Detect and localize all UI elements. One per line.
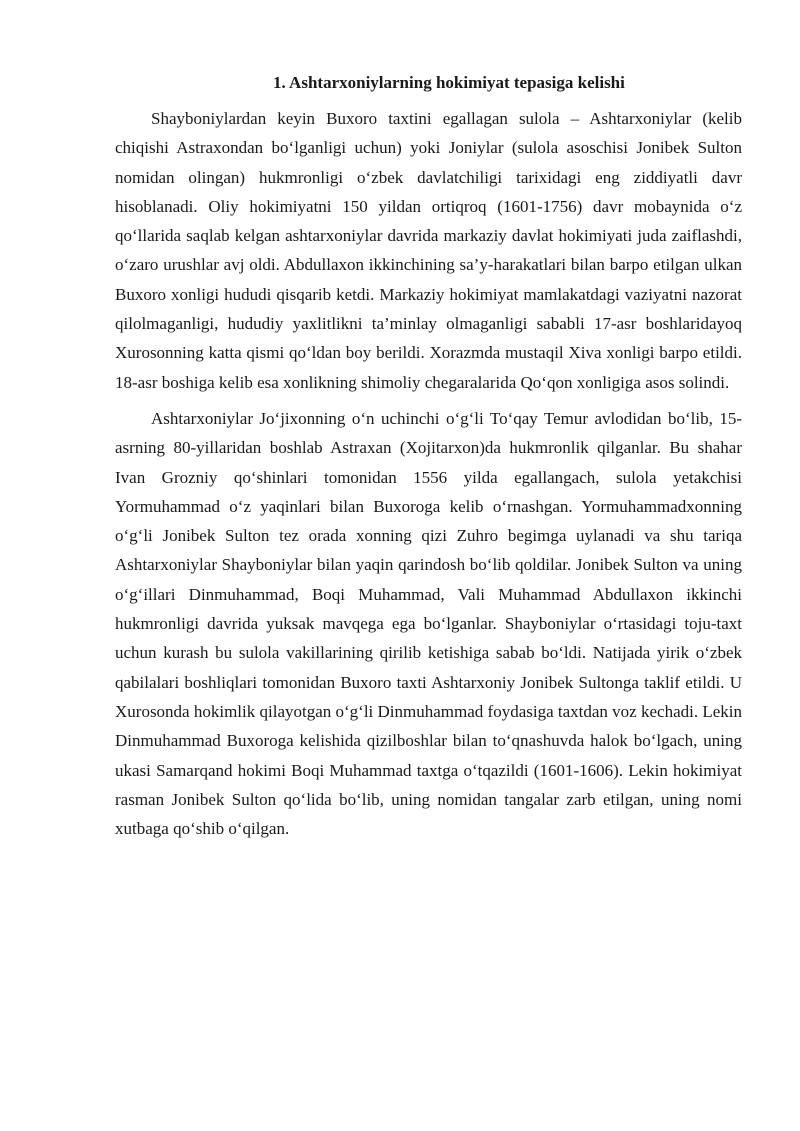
- section-heading: 1. Ashtarxoniylarning hokimiyat tepasiga kelishi: [273, 73, 625, 92]
- paragraph-2: Ashtarxoniylar Jo‘jixonning o‘n uchinchi o‘g‘li To‘qay Temur avlodidan bo‘lib, 15-asrning 80-yillaridan boshlab Astraxan (Xojitarxon)da hukmronlik qilganlar. Bu shahar Ivan Grozniy qo‘shinlari tomonidan 1556 yilda egallangach, sulola yetakchisi Yormuhammad o‘z yaqinlari bilan Buxoroga kelib o‘rnashgan. Yormuhammadxonning o‘g‘li Jonibek Sulton tez orada xonning qizi Zuhro begimga uylanadi va shu tariqa Ashtarxoniylar Shayboniylar bilan yaqin qarindosh bo‘lib qoldilar. Jonibek Sulton va uning o‘g‘illari Dinmuhammad, Boqi Muhammad, Vali Muhammad Abdullaxon ikkinchi hukmronligi davrida yuksak mavqega ega bo‘lganlar. Shayboniylar o‘rtasidagi toju-taxt uchun kurash bu sulola vakillarining qirilib ketishiga sabab bo‘ldi. Natijada yirik o‘zbek qabilalari boshliqlari tomonidan Buxoro taxti Ashtarxoniy Jonibek Sultonga taklif etildi. U Xurosonda hokimlik qilayotgan o‘g‘li Dinmuhammad foydasiga taxtdan voz kechadi. Lekin Dinmuhammad Buxoroga kelishida qizilboshlar bilan to‘qnashuvda halok bo‘lgach, uning ukasi Samarqand hokimi Boqi Muhammad taxtga o‘tqazildi (1601-1606). Lekin hokimiyat rasman Jonibek Sulton qo‘lida bo‘lib, uning nomidan tangalar zarb etilgan, uning nomi xutbaga qo‘shib o‘qilgan.: [115, 408, 742, 839]
- paragraph-1: Shayboniylardan keyin Buxoro taxtini egallagan sulola – Ashtarxoniylar (kelib chiqishi Astraxondan bo‘lganligi uchun) yoki Joniylar (sulola asoschisi Jonibek Sulton nomidan olingan) hukmronligi o‘zbek davlatchiligi tarixidagi eng ziddiyatli davr hisoblanadi. Oliy hokimiyatni 150 yildan ortiqroq (1601-1756) davr mobaynida o‘z qo‘llarida saqlab kelgan ashtarxoniylar davrida markaziy davlat hokimiyati juda zaiflashdi, o‘zaro urushlar avj oldi. Abdullaxon ikkinchining sa’y-harakatlari bilan barpo etilgan ulkan Buxoro xonligi hududi qisqarib ketdi. Markaziy hokimiyat mamlakatdagi vaziyatni nazorat qilolmaganligi, hududiy yaxlitlikni ta’minlay olmaganligi sababli 17-asr boshlaridayoq Xurosonning katta qismi qo‘ldan boy berildi. Xorazmda mustaqil Xiva xonligi barpo etildi. 18-asr boshiga kelib esa xonlikning shimoliy chegaralarida Qo‘qon xonligiga asos solindi.: [115, 109, 742, 392]
- document-body: [115, 68, 742, 843]
